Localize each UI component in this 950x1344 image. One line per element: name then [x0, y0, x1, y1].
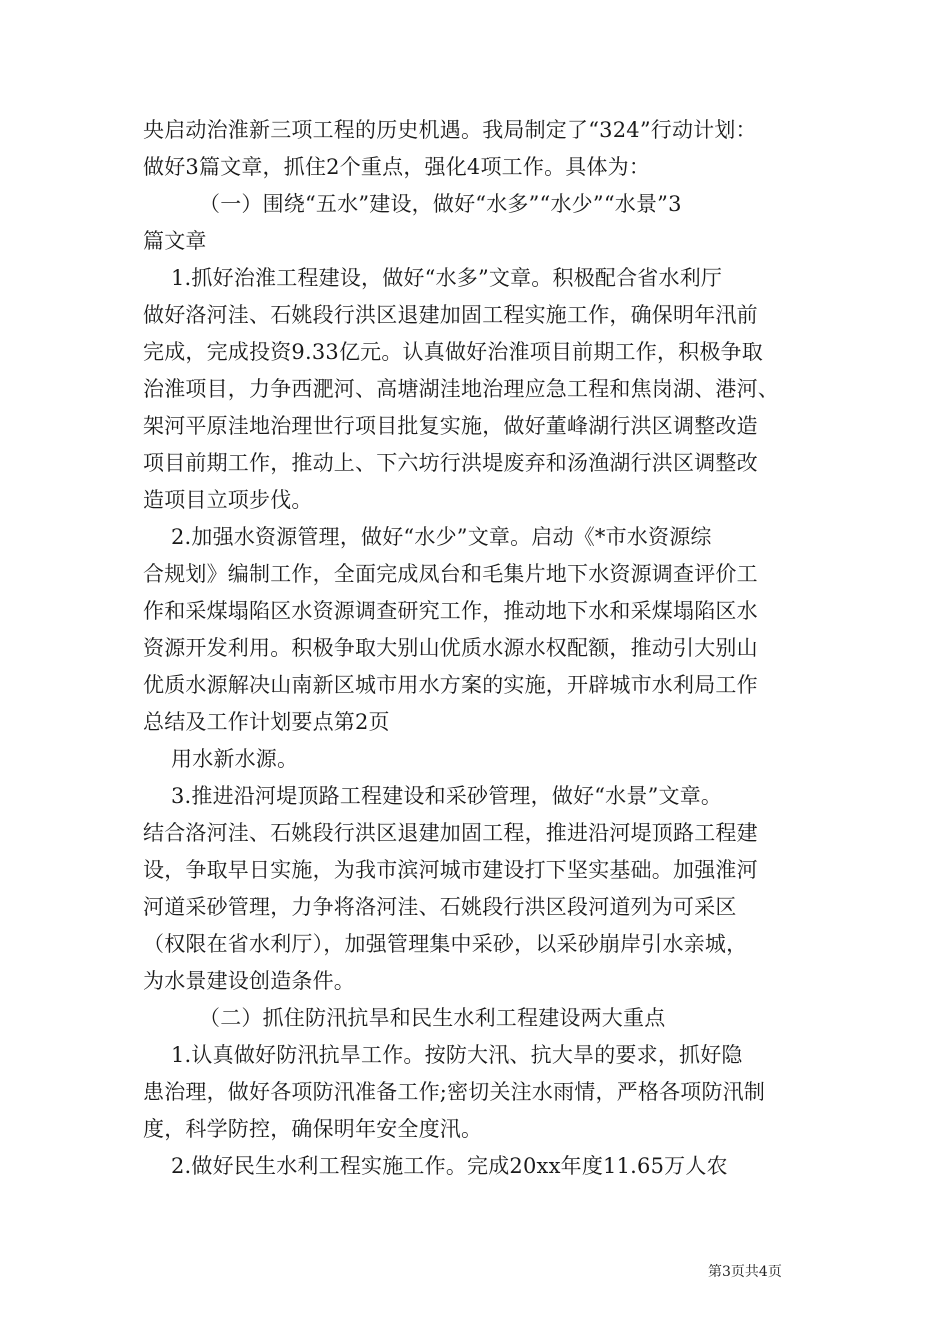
paragraph-start: 1.认真做好防汛抗旱工作。按防大汛、抗大旱的要求，抓好隐: [171, 1043, 743, 1067]
text-line: 患治理，做好各项防汛准备工作;密切关注水雨情，严格各项防汛制: [143, 1080, 766, 1104]
text-line: 治淮项目，力争西淝河、高塘湖洼地治理应急工程和焦岗湖、港河、: [143, 377, 779, 401]
text-line: 做好洛河洼、石姚段行洪区退建加固工程实施工作，确保明年汛前: [143, 303, 758, 327]
text-line: 结合洛河洼、石姚段行洪区退建加固工程，推进沿河堤顶路工程建: [143, 821, 758, 845]
text-line: 为水景建设创造条件。: [143, 969, 355, 993]
text-line: 资源开发利用。积极争取大别山优质水源水权配额，推动引大别山: [143, 636, 758, 660]
text-line: 央启动治淮新三项工程的历史机遇。我局制定了“324”行动计划：: [143, 118, 757, 142]
text-line: 设，争取早日实施，为我市滨河城市建设打下坚实基础。加强淮河: [143, 858, 758, 882]
text-line: 项目前期工作，推动上、下六坊行洪堤废弃和汤渔湖行洪区调整改: [143, 451, 758, 475]
text-line: 用水新水源。: [171, 747, 299, 771]
text-line: 造项目立项步伐。: [143, 488, 313, 512]
text-line: 架河平原洼地治理世行项目批复实施，做好董峰湖行洪区调整改造: [143, 414, 758, 438]
paragraph-start: 2.加强水资源管理，做好“水少”文章。启动《*市水资源综: [171, 525, 712, 549]
section-heading-1: （一）围绕“五水”建设，做好“水多”“水少”“水景”3: [199, 192, 682, 216]
document-body: [143, 112, 823, 1185]
text-line: 河道采砂管理，力争将洛河洼、石姚段行洪区段河道列为可采区: [143, 895, 737, 919]
text-line: 合规划》编制工作，全面完成凤台和毛集片地下水资源调查评价工: [143, 562, 758, 586]
section-heading-2: （二）抓住防汛抗旱和民生水利工程建设两大重点: [199, 1006, 666, 1030]
text-line: 总结及工作计划要点第2页: [143, 710, 390, 734]
paragraph-start: 3.推进沿河堤顶路工程建设和采砂管理，做好“水景”文章。: [171, 784, 723, 808]
text-line: 做好3篇文章，抓住2个重点，强化4项工作。具体为：: [143, 155, 651, 179]
text-line: 完成，完成投资9.33亿元。认真做好治淮项目前期工作，积极争取: [143, 340, 763, 364]
paragraph-start: 1.抓好治淮工程建设，做好“水多”文章。积极配合省水利厅: [171, 266, 723, 290]
paragraph-start: 2.做好民生水利工程实施工作。完成20xx年度11.65万人农: [171, 1154, 728, 1178]
page-number: 第3页共4页: [708, 1264, 782, 1280]
text-line: 度，科学防控，确保明年安全度汛。: [143, 1117, 483, 1141]
text-line: 作和采煤塌陷区水资源调查研究工作，推动地下水和采煤塌陷区水: [143, 599, 758, 623]
text-line: （权限在省水利厅），加强管理集中采砂，以采砂崩岸引水亲城，: [143, 932, 748, 956]
text-line: 优质水源解决山南新区城市用水方案的实施，开辟城市水利局工作: [143, 673, 758, 697]
section-heading-1-cont: 篇文章: [143, 229, 207, 253]
